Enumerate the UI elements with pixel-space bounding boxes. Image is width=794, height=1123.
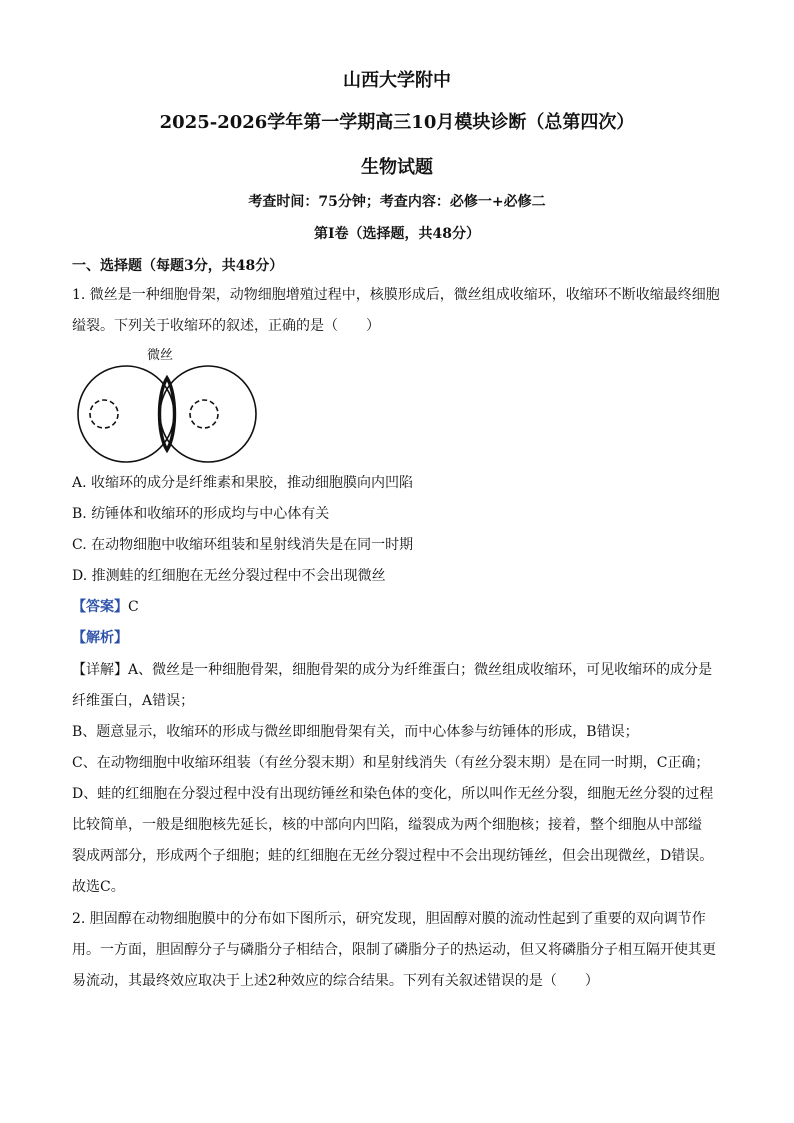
q1-analysis-tag: 【解析】 [72,630,128,646]
detail-tag: 【详解】 [72,662,128,678]
volume-heading: 第I卷（选择题，共48分） [313,226,481,242]
subject-title: 生物试题 [361,157,433,178]
cell-division-figure [72,344,272,464]
answer-tag: 【答案】 [72,599,128,615]
q1-answer [72,597,139,617]
q1-detail-line4: C、在动物细胞中收缩环组装（有丝分裂末期）和星射线消失（有丝分裂末期）是在同一时期，C正确； [72,755,710,771]
q1-stem-line1: 1. 微丝是一种细胞骨架，动物细胞增殖过程中，核膜形成后，微丝组成收缩环，收缩环不断收缩最终细胞 [72,287,720,303]
microfilament-label: 微丝 [147,348,174,363]
q1-detail-line2: 纤维蛋白，A错误； [72,693,195,709]
left-nucleus [90,400,118,428]
school-title: 山西大学附中 [343,70,451,91]
right-nucleus [190,400,218,428]
q1-detail-line7: 裂成两部分，形成两个子细胞；蛙的红细胞在无丝分裂过程中不会出现纺锤丝，但会出现微丝，D错误。 [72,848,714,864]
q2-line3: 易流动，其最终效应取决于上述2种效应的综合结果。下列有关叙述错误的是（ ） [72,973,599,989]
q2-line1: 2. 胆固醇在动物细胞膜中的分布如下图所示，研究发现，胆固醇对膜的流动性起到了重要的双向调节作 [72,911,706,927]
section-heading: 一、选择题（每题3分，共48分） [72,258,284,274]
q1-detail-line6: 比较简单，一般是细胞核先延长，核的中部向内凹陷，缢裂成为两个细胞核；接着，整个细胞从中部缢 [72,817,702,833]
q1-stem-line2: 缢裂。下列关于收缩环的叙述，正确的是（ ） [72,318,380,334]
detail-text-1: A、微丝是一种细胞骨架，细胞骨架的成分为纤维蛋白；微丝组成收缩环，可见收缩环的成分是 [128,662,713,678]
q1-option-b: B. 纺锤体和收缩环的形成均与中心体有关 [72,506,330,522]
answer-value: C [128,599,139,615]
q1-detail-line8: 故选C。 [72,879,125,895]
exam-info: 考查时间：75分钟；考查内容：必修一+必修二 [248,194,546,210]
exam-title: 2025-2026学年第一学期高三10月模块诊断（总第四次） [159,112,635,133]
q1-option-c: C. 在动物细胞中收缩环组装和星射线消失是在同一时期 [72,537,414,553]
q1-detail-line5: D、蛙的红细胞在分裂过程中没有出现纺锤丝和染色体的变化，所以叫作无丝分裂，细胞无丝分裂的过程 [72,786,714,802]
q1-option-d: D. 推测蛙的红细胞在无丝分裂过程中不会出现微丝 [72,568,386,584]
q1-detail-line1 [72,660,712,680]
q2-line2: 用。一方面，胆固醇分子与磷脂分子相结合，限制了磷脂分子的热运动，但又将磷脂分子相互隔开使其更 [72,942,716,958]
q1-detail-line3: B、题意显示，收缩环的形成与微丝即细胞骨架有关，而中心体参与纺锤体的形成，B错误； [72,724,639,740]
q1-option-a: A. 收缩环的成分是纤维素和果胶，推动细胞膜向内凹陷 [72,475,414,491]
